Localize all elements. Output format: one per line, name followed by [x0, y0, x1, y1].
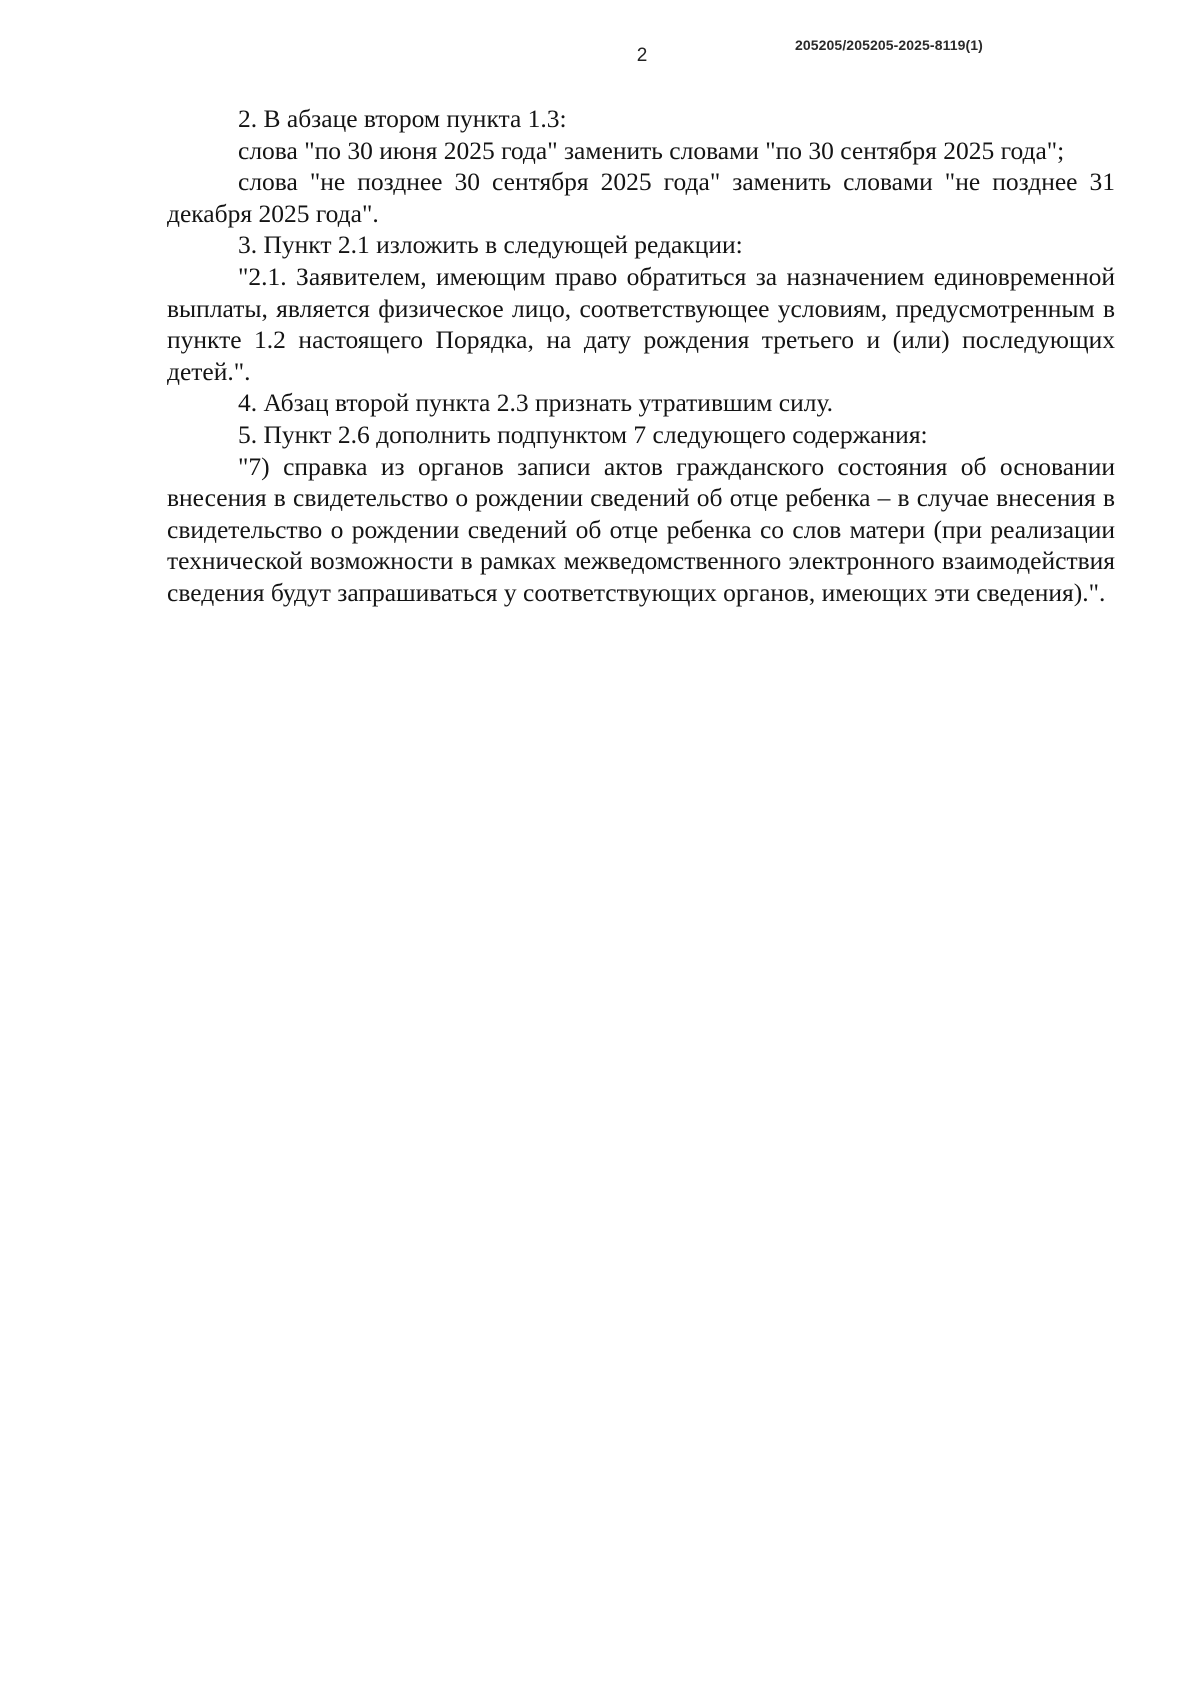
paragraph-item-5-heading: 5. Пункт 2.6 дополнить подпунктом 7 следующего содержания:	[238, 419, 928, 449]
paragraph-item-3-heading: 3. Пункт 2.1 изложить в следующей редакции:	[238, 230, 743, 260]
page-number: 2	[636, 45, 648, 66]
document-id: 205205/205205-2025-8119(1)	[795, 37, 983, 53]
document-body	[167, 103, 1115, 609]
paragraph-item-2-heading: 2. В абзаце втором пункта 1.3:	[238, 104, 567, 133]
paragraph-new-2-1: "2.1. Заявителем, имеющим право обратиться за назначением единовременной выплаты, является физическое лицо, соответствующее условиям, предусмотренным в пункте 1.2 настоящего Порядка, на дату рождения третьего и (или) последующих детей.".	[167, 261, 1115, 386]
paragraph-replace-september: слова "не позднее 30 сентября 2025 года" заменить словами "не позднее 31 декабря 2025 года".	[167, 167, 1115, 228]
paragraph-replace-june: слова "по 30 июня 2025 года" заменить словами "по 30 сентября 2025 года";	[238, 135, 1065, 165]
paragraph-subitem-7: "7) справка из органов записи актов гражданского состояния об основании внесения в свидетельство о рождении сведений об отце ребенка – в случае внесения в свидетельство о рождении сведений об отце ребенка со слов матери (при реализации технической возможности в рамках межведомственного электронного взаимодействия сведения будут запрашиваться у соответствующих органов, имеющих эти сведения).".	[167, 451, 1115, 607]
paragraph-item-4: 4. Абзац второй пункта 2.3 признать утратившим силу.	[238, 388, 834, 418]
